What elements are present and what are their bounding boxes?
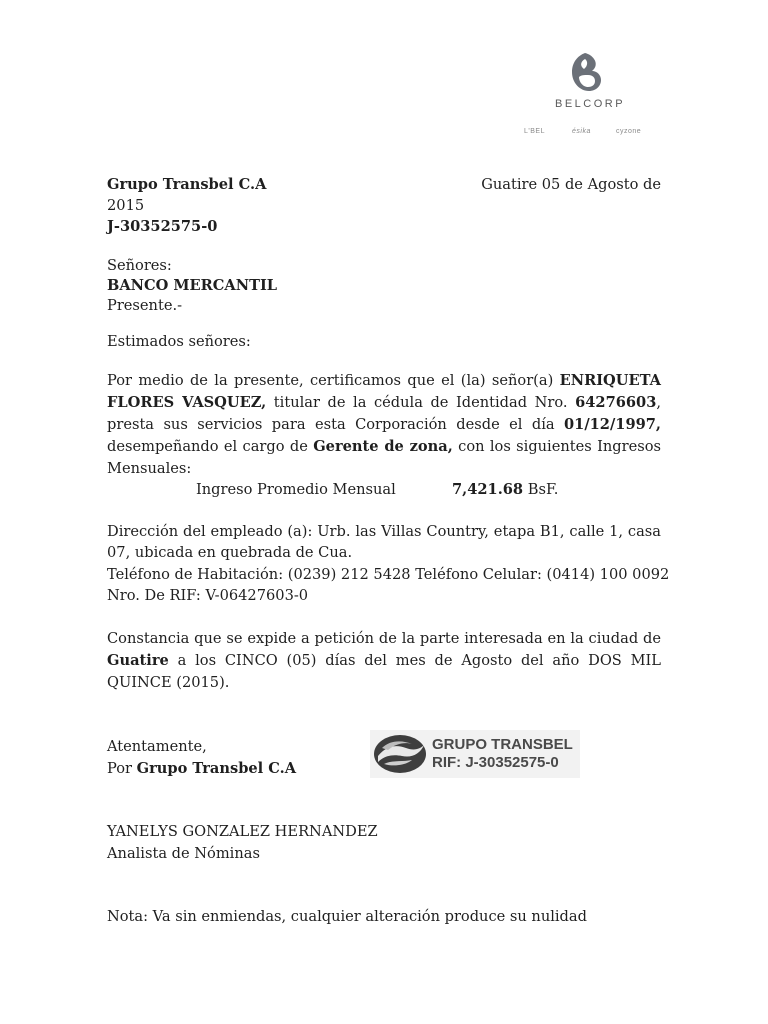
employee-address: Dirección del empleado (a): Urb. las Villas Country, etapa B1, calle 1, casa 07, ubicada en quebrada de Cua.: [107, 523, 661, 561]
stamp-emblem-icon: [372, 732, 428, 776]
income-currency: BsF.: [523, 481, 559, 498]
signer-name: YANELYS GONZALEZ HERNANDEZ: [107, 823, 378, 840]
closing-company: [107, 758, 296, 779]
stamp-line-rif: RIF: J-30352575-0: [432, 754, 559, 771]
p3-text-a: Constancia que se expide a petición de la parte interesada en la ciudad de: [107, 630, 661, 647]
paragraph-constancia: [107, 628, 661, 694]
company-name: Grupo Transbel C.A: [107, 176, 267, 193]
p1-text-b: titular de la cédula de Identidad Nro.: [266, 394, 576, 411]
city: Guatire: [107, 652, 169, 669]
job-role: Gerente de zona,: [313, 438, 453, 455]
belcorp-wordmark: BELCORP: [555, 98, 626, 110]
brand-cyzone: cyzone: [616, 128, 642, 135]
closing: Atentamente,: [107, 738, 207, 755]
p1-text-c: , presta sus servicios para esta Corporación desde el día: [107, 394, 661, 433]
place-date: Guatire 05 de Agosto de: [481, 176, 661, 193]
p1-text-d: desempeñando el cargo de: [107, 438, 314, 455]
income-amount: [452, 479, 558, 500]
date-year: 2015: [107, 197, 145, 214]
income-value: 7,421.68: [452, 481, 524, 498]
salutation-to: Señores:: [107, 257, 172, 274]
income-label: Ingreso Promedio Mensual: [196, 481, 396, 498]
stamp-line-company: GRUPO TRANSBEL: [432, 736, 573, 753]
por-company: Grupo Transbel C.A: [136, 760, 297, 777]
brand-esika: ésika: [572, 128, 591, 135]
brand-row: [524, 128, 654, 140]
brand-lbel: L'BEL: [524, 128, 545, 135]
por-text: Por: [107, 760, 137, 777]
company-stamp: [370, 730, 580, 778]
belcorp-logo: [555, 50, 626, 116]
employee-id: 64276603: [575, 394, 657, 411]
company-rif: J-30352575-0: [107, 218, 218, 235]
note: Nota: Va sin enmiendas, cualquier alteración produce su nulidad: [107, 908, 587, 925]
belcorp-logo-icon: [555, 50, 615, 100]
employee-name: ENRIQUETA FLORES VASQUEZ,: [107, 372, 661, 411]
start-date: 01/12/1997,: [564, 416, 661, 433]
p3-text-b: a los CINCO (05) días del mes de Agosto del año DOS MIL QUINCE (2015).: [107, 652, 661, 691]
presente: Presente.-: [107, 297, 183, 314]
p1-text-e: con los siguientes Ingresos Mensuales:: [107, 438, 661, 477]
signer-role: Analista de Nóminas: [107, 845, 260, 862]
employee-rif: Nro. De RIF: V-06427603-0: [107, 587, 309, 604]
paragraph-certification: [107, 370, 661, 480]
employee-phones: Teléfono de Habitación: (0239) 212 5428 Teléfono Celular: (0414) 100 0092: [107, 566, 670, 583]
bank-name: BANCO MERCANTIL: [107, 277, 278, 294]
greeting: Estimados señores:: [107, 333, 251, 350]
p1-text-a: Por medio de la presente, certificamos que el (la) señor(a): [107, 372, 560, 389]
